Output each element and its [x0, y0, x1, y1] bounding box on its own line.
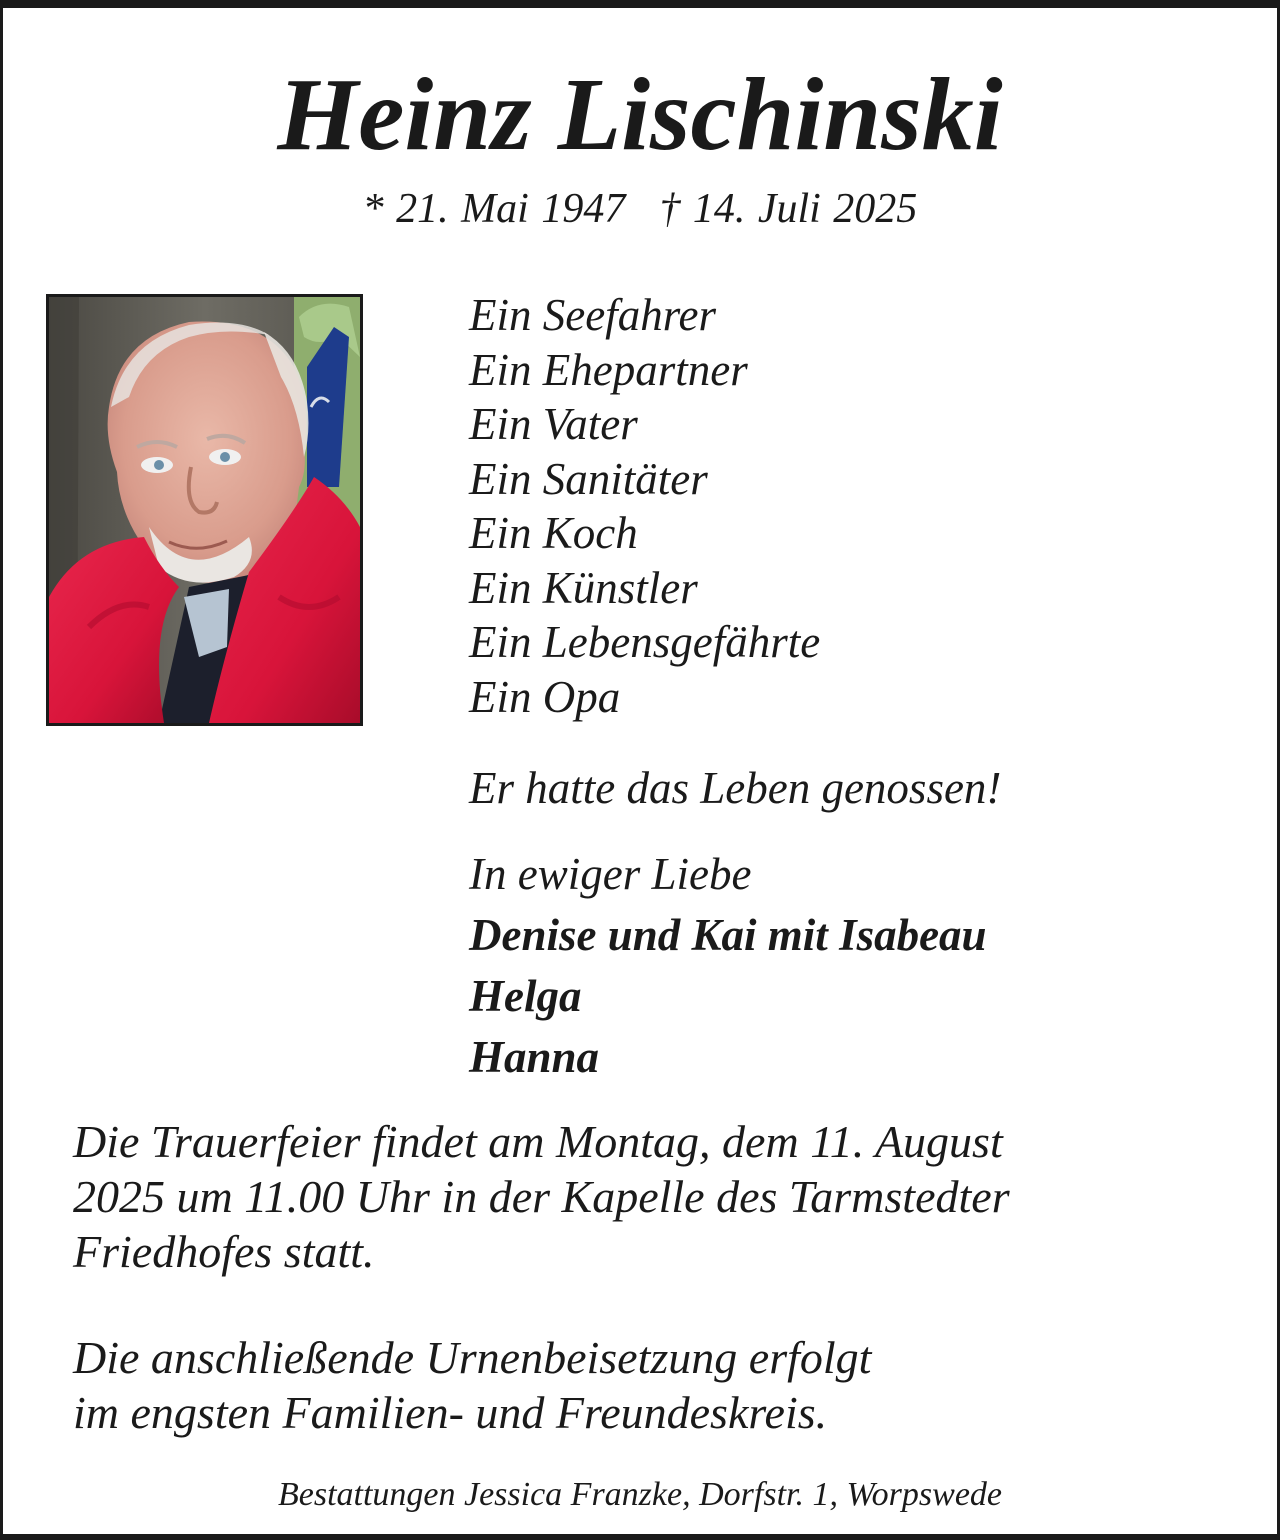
motto-line: Er hatte das Leben genossen!: [469, 763, 1002, 813]
mourner-name: Helga: [469, 971, 582, 1021]
burial-info: [73, 1330, 1243, 1440]
life-dates: [3, 188, 1277, 230]
service-line: Die Trauerfeier findet am Montag, dem 11. August: [73, 1116, 1003, 1167]
portrait-photo: [46, 294, 363, 726]
undertaker-footer: Bestattungen Jessica Franzke, Dorfstr. 1, Worpswede: [277, 1476, 1002, 1513]
death-date: † 14. Juli 2025: [659, 186, 918, 232]
role-line: Ein Lebensgefährte: [469, 617, 821, 667]
burial-line: im engsten Familien- und Freundeskreis.: [73, 1387, 828, 1438]
burial-line: Die anschließende Urnenbeisetzung erfolgt: [73, 1332, 872, 1383]
role-line: Ein Künstler: [469, 562, 698, 613]
service-line: 2025 um 11.00 Uhr in der Kapelle des Tarmstedter: [73, 1171, 1010, 1222]
role-line: Ein Sanitäter: [469, 453, 708, 504]
role-line: Ein Opa: [469, 671, 621, 722]
role-line: Ein Vater: [469, 399, 638, 449]
deceased-name: Heinz Lischinski: [277, 57, 1003, 172]
funeral-service-info: [73, 1114, 1243, 1279]
mourners-list: [469, 905, 987, 1088]
role-line: Ein Ehepartner: [469, 344, 748, 395]
roles-list: [469, 288, 820, 724]
love-line: In ewiger Liebe: [469, 849, 752, 899]
mourner-name: Denise und Kai mit Isabeau: [469, 910, 987, 960]
role-line: Ein Koch: [469, 508, 638, 558]
role-line: Ein Seefahrer: [469, 290, 717, 340]
service-line: Friedhofes statt.: [73, 1226, 375, 1277]
birth-date: * 21. Mai 1947: [362, 186, 626, 232]
mourner-name: Hanna: [469, 1032, 600, 1082]
